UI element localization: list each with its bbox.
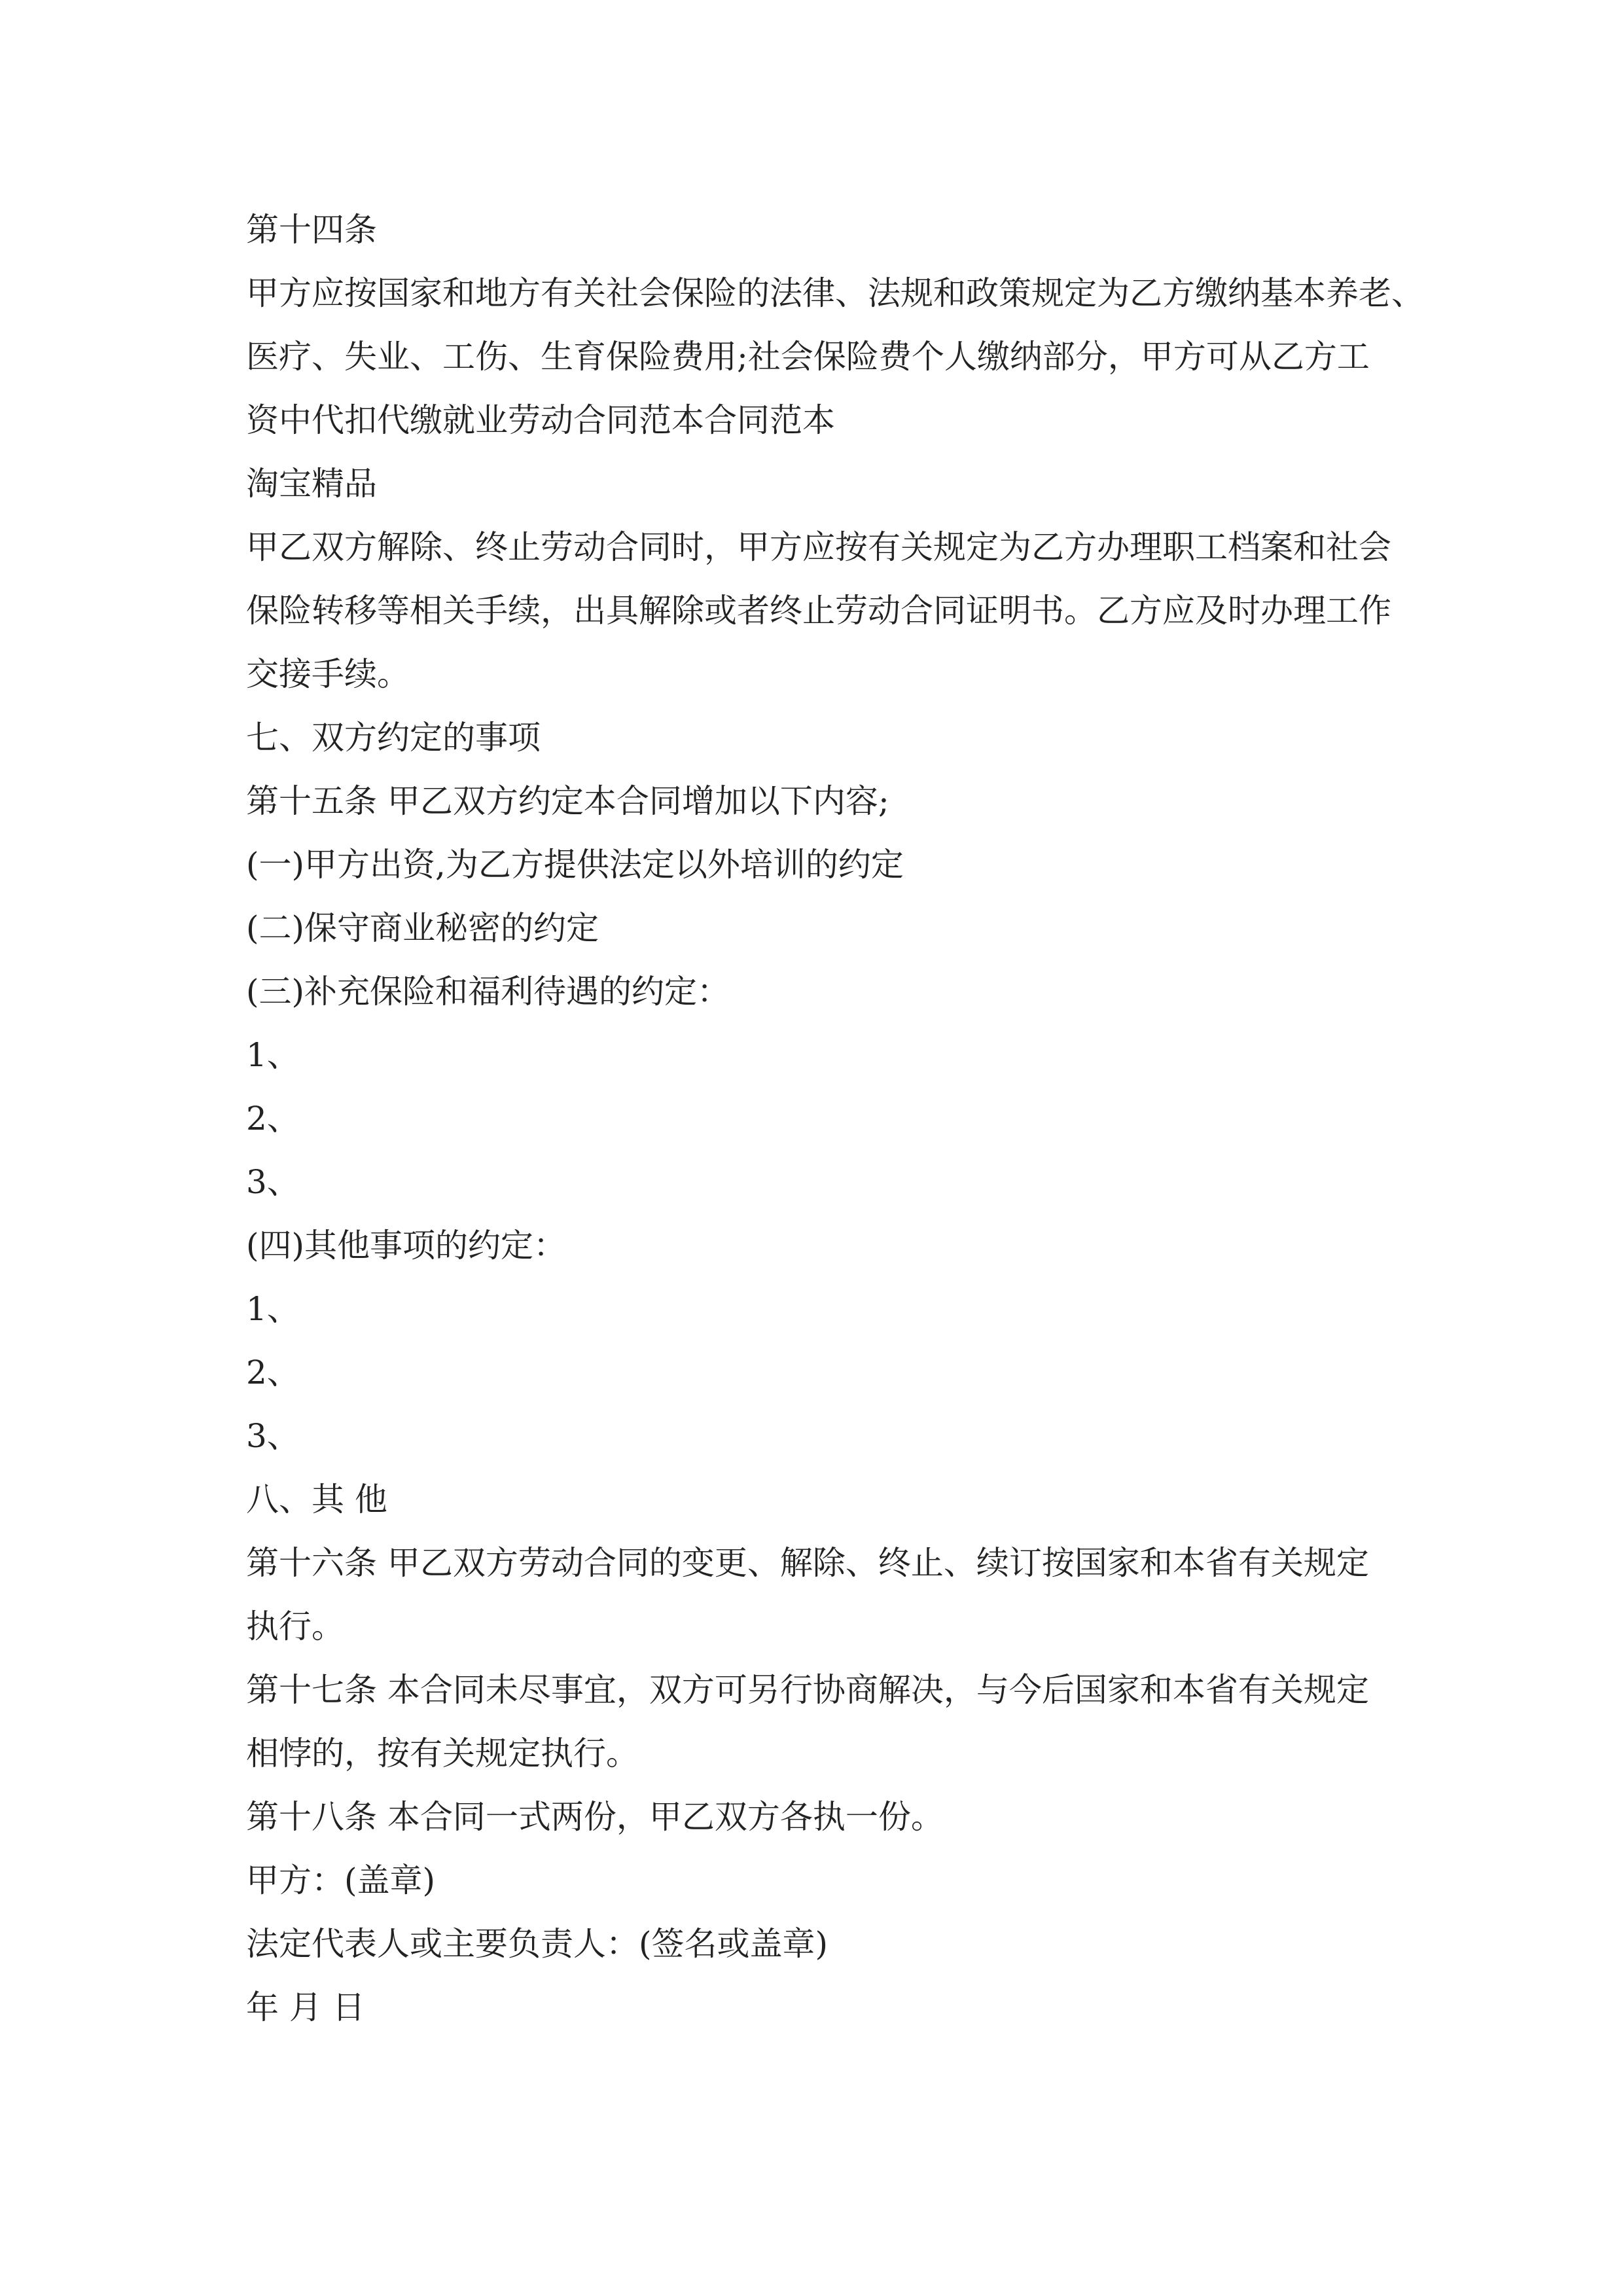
watermark-text-line: 淘宝精品 [246,465,377,503]
article-14-heading: 第十四条 [246,211,377,249]
party-a-seal-line: 甲方：(盖章) [246,1861,436,1899]
agreement-item-4-blank-2: 2、 [246,1354,300,1391]
termination-text-line-1: 甲乙双方解除、终止劳动合同时，甲方应按有关规定为乙方办理职工档案和社会 [246,528,1391,566]
article-15-text: 第十五条 甲乙双方约定本合同增加以下内容; [246,782,889,820]
agreement-item-3-blank-1: 1、 [246,1036,300,1074]
agreement-item-4-blank-1: 1、 [246,1290,300,1328]
article-14-text-line-1: 甲方应按国家和地方有关社会保险的法律、法规和政策规定为乙方缴纳基本养老、 [246,274,1424,312]
agreement-item-3-blank-2: 2、 [246,1100,300,1138]
date-line: 年 月 日 [246,1988,365,2026]
article-17-text-line-2: 相悖的，按有关规定执行。 [246,1734,639,1772]
agreement-item-2: (二)保守商业秘密的约定 [246,909,599,947]
section-7-heading: 七、双方约定的事项 [246,719,541,757]
article-16-text-line-2: 执行。 [246,1607,344,1645]
article-14-text-line-3: 资中代扣代缴就业劳动合同范本合同范本 [246,401,835,439]
agreement-item-3-blank-3: 3、 [246,1163,300,1201]
legal-representative-line: 法定代表人或主要负责人：(签名或盖章) [246,1925,829,1963]
article-17-text-line-1: 第十七条 本合同未尽事宜，双方可另行协商解决，与今后国家和本省有关规定 [246,1671,1369,1709]
agreement-item-3: (三)补充保险和福利待遇的约定： [246,973,730,1011]
article-14-text-line-2: 医疗、失业、工伤、生育保险费用;社会保险费个人缴纳部分，甲方可从乙方工 [246,338,1370,376]
agreement-item-4-blank-3: 3、 [246,1417,300,1455]
termination-text-line-3: 交接手续。 [246,655,410,693]
article-18-text: 第十八条 本合同一式两份，甲乙双方各执一份。 [246,1798,944,1836]
agreement-item-4: (四)其他事项的约定： [246,1227,567,1265]
article-16-text-line-1: 第十六条 甲乙双方劳动合同的变更、解除、终止、续订按国家和本省有关规定 [246,1544,1369,1582]
agreement-item-1: (一)甲方出资,为乙方提供法定以外培训的约定 [246,846,904,884]
section-8-heading: 八、其 他 [246,1480,387,1518]
termination-text-line-2: 保险转移等相关手续，出具解除或者终止劳动合同证明书。乙方应及时办理工作 [246,592,1391,630]
